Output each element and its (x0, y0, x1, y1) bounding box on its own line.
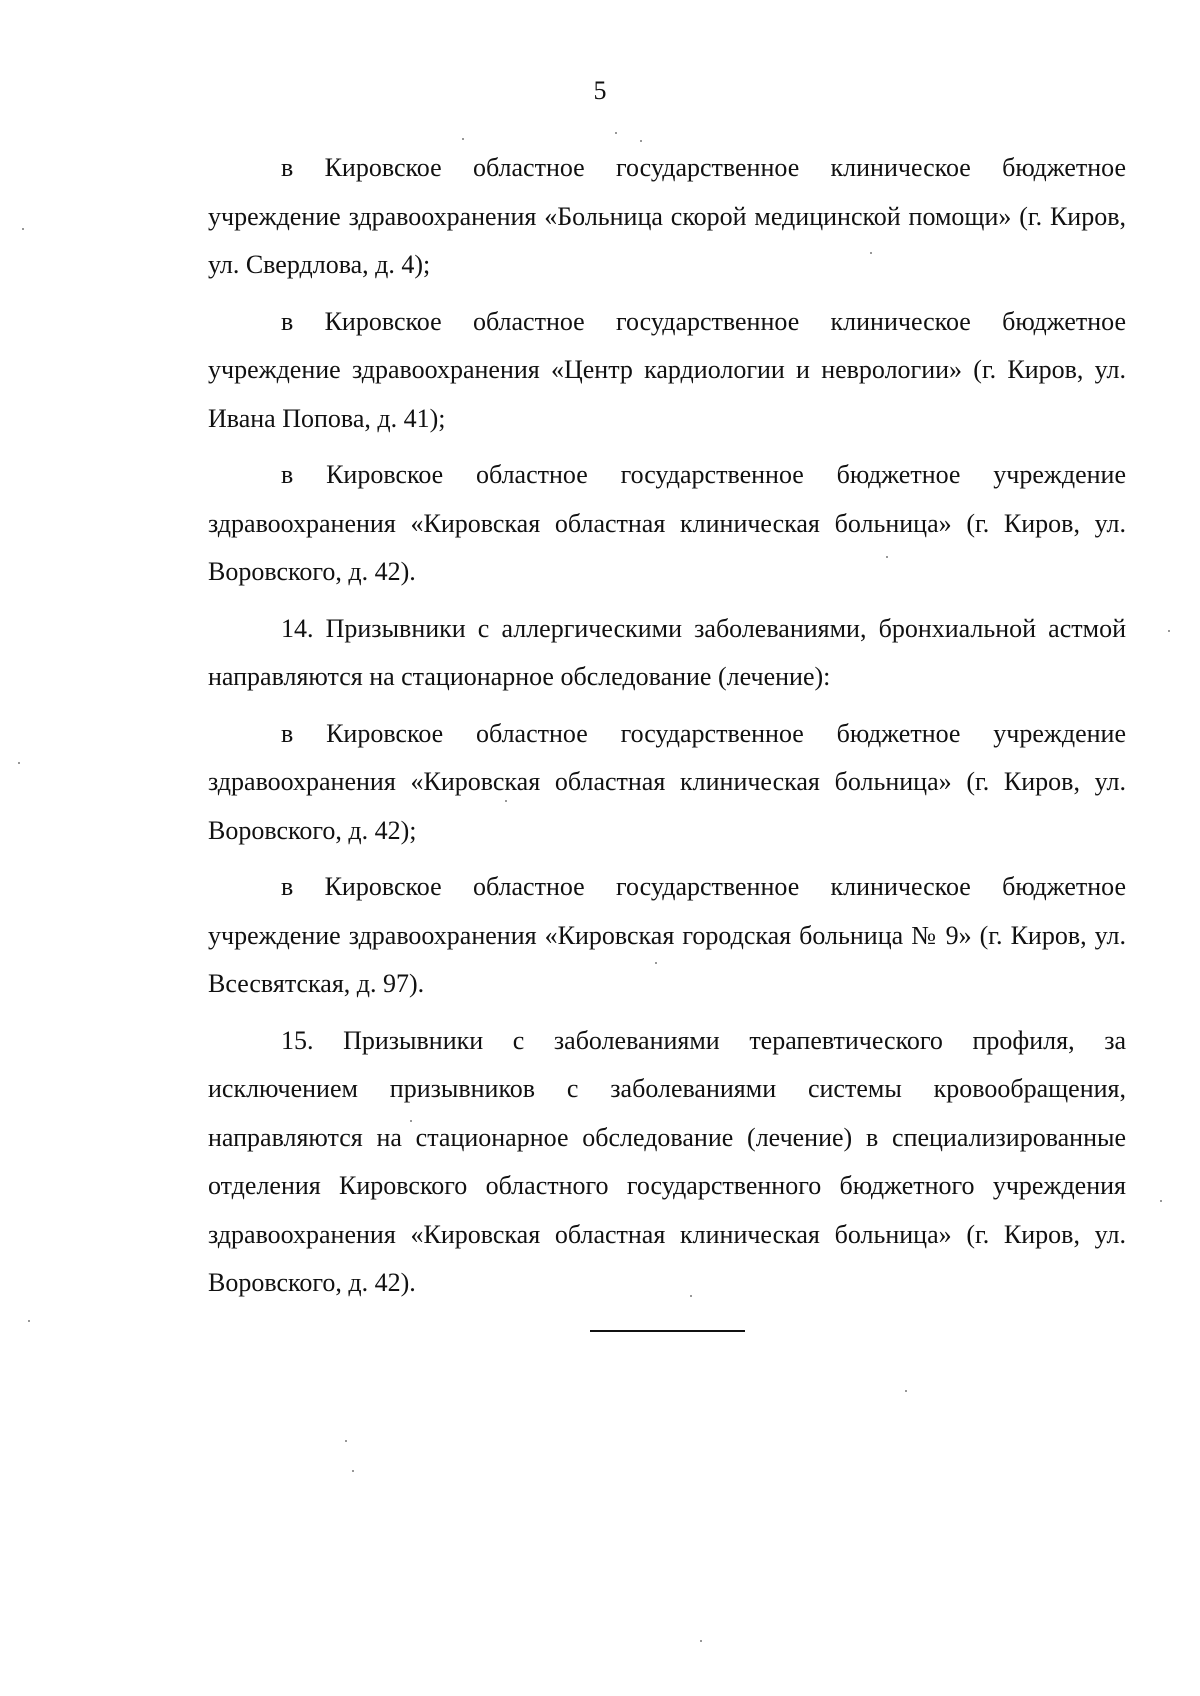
scan-speck (1168, 630, 1170, 632)
scan-speck (505, 800, 507, 802)
paragraph-hospital-cardiology: в Кировское областное государственное клиническое бюджетное учреждение здравоохранения «Центр кардиологии и неврологии» (г. Киров, ул. Ивана Попова, д. 41); (208, 306, 1126, 433)
end-divider-line (590, 1330, 745, 1332)
paragraph-hospital-regional: в Кировское областное государственное бюджетное учреждение здравоохранения «Кировская областная клиническая больница» (г. Киров, ул. Воровского, д. 42). (208, 460, 1126, 586)
scan-speck (700, 1640, 702, 1642)
paragraph-hospital-city-9: в Кировское областное государственное клиническое бюджетное учреждение здравоохранения «Кировская городская больница № 9» (г. Киров, ул. Всесвятская, д. 97). (208, 872, 1126, 998)
scan-speck (655, 962, 657, 964)
paragraph-hospital-regional-allergy: в Кировское областное государственное бюджетное учреждение здравоохранения «Кировская областная клиническая больница» (г. Киров, ул. Воровского, д. 42); (208, 718, 1126, 845)
paragraph-hospital-emergency: в Кировское областное государственное клиническое бюджетное учреждение здравоохранения «Больница скорой медицинской помощи» (г. Киров, ул. Свердлова, д. 4); (208, 153, 1126, 279)
scan-speck (886, 556, 888, 558)
scan-speck (410, 1120, 412, 1122)
paragraph-item-14: 14. Призывники с аллергическими заболеваниями, бронхиальной астмой направляются на стационарное обследование (лечение): (208, 613, 1126, 691)
page-number: 5 (593, 76, 607, 105)
scan-speck (345, 1440, 347, 1442)
scan-speck (22, 228, 24, 230)
scan-speck (905, 1390, 907, 1392)
document-body (208, 144, 1126, 1316)
scan-speck (690, 1295, 692, 1297)
scan-speck (462, 138, 464, 140)
scan-speck (615, 132, 617, 134)
paragraph-item-15: 15. Призывники с заболеваниями терапевтического профиля, за исключением призывников с заболеваниями системы кровообращения, направляются на стационарное обследование (лечение) в специализированные отделения Кировского областного государственного бюджетного учреждения здравоохранения «Кировская областная клиническая больница» (г. Киров, ул. Воровского, д. 42). (208, 1025, 1126, 1297)
scan-speck (28, 1320, 30, 1322)
scan-speck (870, 252, 872, 254)
scan-speck (352, 1470, 354, 1472)
scan-speck (18, 762, 20, 764)
scan-speck (640, 140, 642, 142)
scan-speck (1160, 1200, 1162, 1202)
